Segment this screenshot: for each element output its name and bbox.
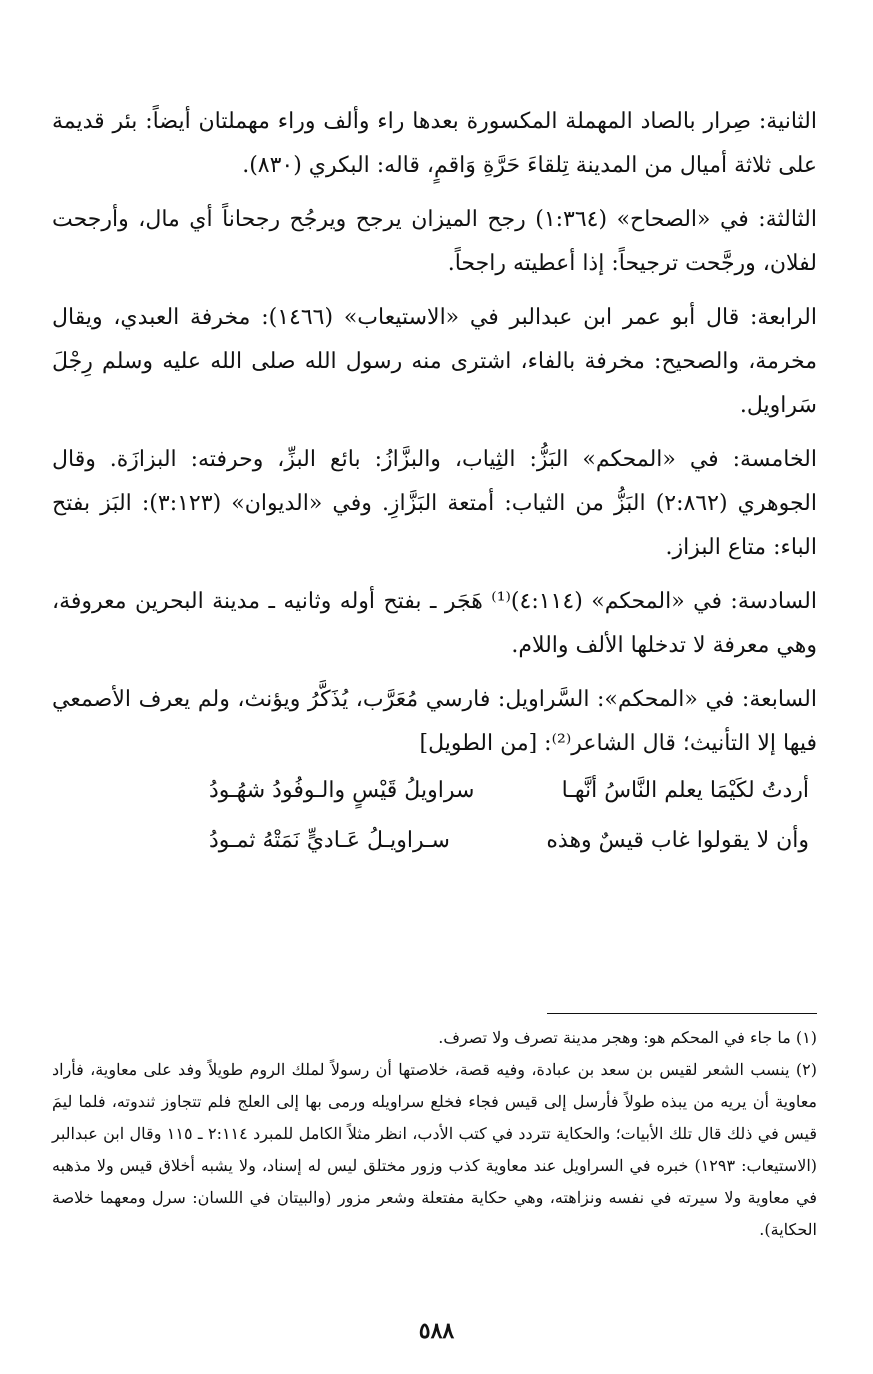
paragraph-second	[52, 100, 817, 188]
paragraph-text: الخامسة: في «المحكم» البَزُّ: الثِياب، والبزَّازُ: بائع البزِّ، وحرفته: البزازَة. وقال الجوهري (٢:٨٦٢) البَزُّ من الثياب: أمتعة البَزَّازِ. وفي «الديوان» (٣:١٢٣): البَز بفتح الباء: متاع البزاز.	[52, 447, 818, 560]
paragraph-fifth	[52, 438, 817, 570]
main-text	[52, 100, 817, 866]
paragraph-text: الثانية: صِرار بالصاد المهملة المكسورة بعدها راء وألف وراء مهملتان أيضاً: بئر قديمة على ثلاثة أميال من المدينة تِلقاءَ حَرَّةِ وَاقمٍ، قاله: البكري (٨٣٠).	[52, 109, 817, 178]
verse-second-hemistich: سراويلُ قَيْسٍ والـوفُودُ شهُـودُ	[209, 778, 475, 803]
poem-verse	[209, 816, 809, 866]
poem-verse	[209, 766, 809, 816]
verse-second-hemistich: سـراويـلُ عَـاديٍّ نَمَتْهُ ثمـودُ	[209, 828, 450, 853]
paragraph-text: السابعة: في «المحكم»: السَّراويل: فارسي مُعَرَّب، يُذَكَّرُ ويؤنث، ولم يعرف الأصمعي فيها إلا التأنيث؛ قال الشاعر⁽²⁾: [من الطويل]	[52, 687, 817, 756]
paragraph-seventh	[52, 678, 817, 766]
poem	[52, 766, 817, 866]
paragraph-text: الثالثة: في «الصحاح» (١:٣٦٤) رجح الميزان يرجح ويرجُح رجحاناً أي مال، وأرجحت لفلان، ورجَّحت ترجيحاً: إذا أعطيته راجحاً.	[52, 207, 818, 276]
page-number: ٥٨٨	[418, 1318, 455, 1344]
paragraph-text: السادسة: في «المحكم» (٤:١١٤)⁽¹⁾ هَجَر ـ بفتح أوله وثانيه ـ مدينة البحرين معروفة، وهي معرفة لا تدخلها الألف واللام.	[52, 589, 817, 658]
footnote-1: (١) ما جاء في المحكم هو: وهجر مدينة تصرف ولا تصرف.	[438, 1028, 817, 1047]
paragraph-text: الرابعة: قال أبو عمر ابن عبدالبر في «الاستيعاب» (١٤٦٦): مخرفة العبدي، ويقال مخرمة، والصحيح: مخرفة بالفاء، اشترى منه رسول الله صلى الله عليه وسلم رِجْلَ سَراويل.	[52, 305, 817, 418]
verse-first-hemistich: أردتُ لكَيْمَا يعلم النَّاسُ أنَّهـا	[561, 778, 809, 803]
verse-first-hemistich: وأن لا يقولوا غاب قيسٌ وهذه	[546, 828, 809, 853]
footnote-2: (٢) ينسب الشعر لقيس بن سعد بن عبادة، وفيه قصة، خلاصتها أن رسولاً لملك الروم طويلاً وفد على معاوية، فأراد معاوية أن يريه من يبذه طولاً فأرسل إلى قيس فجاء فخلع سراويله ورمى بها إلى العلج فلم تتجاوز ثندوته، فلما ليمَ قيس في ذلك قال تلك الأبيات؛ والحكاية تتردد في كتب الأدب، انظر مثلاً الكامل للمبرد ٢:١١٤ ـ ١١٥ وقال ابن عبدالبر (الاستيعاب: ١٢٩٣) خبره في السراويل عند معاوية كذب وزور مختلق ليس له إسناد، ولا يشبه أخلاق قيس ولا مذهبه في معاوية ولا سيرته في نفسه ونزاهته، وهي حكاية مفتعلة وشعر مزور (والبيتان في اللسان: سرل ومعهما خلاصة الحكاية).	[52, 1060, 818, 1239]
footnotes	[52, 1022, 817, 1246]
paragraph-sixth	[52, 580, 817, 668]
paragraph-third	[52, 198, 817, 286]
footnote-separator	[547, 1013, 817, 1014]
paragraph-fourth	[52, 296, 817, 428]
